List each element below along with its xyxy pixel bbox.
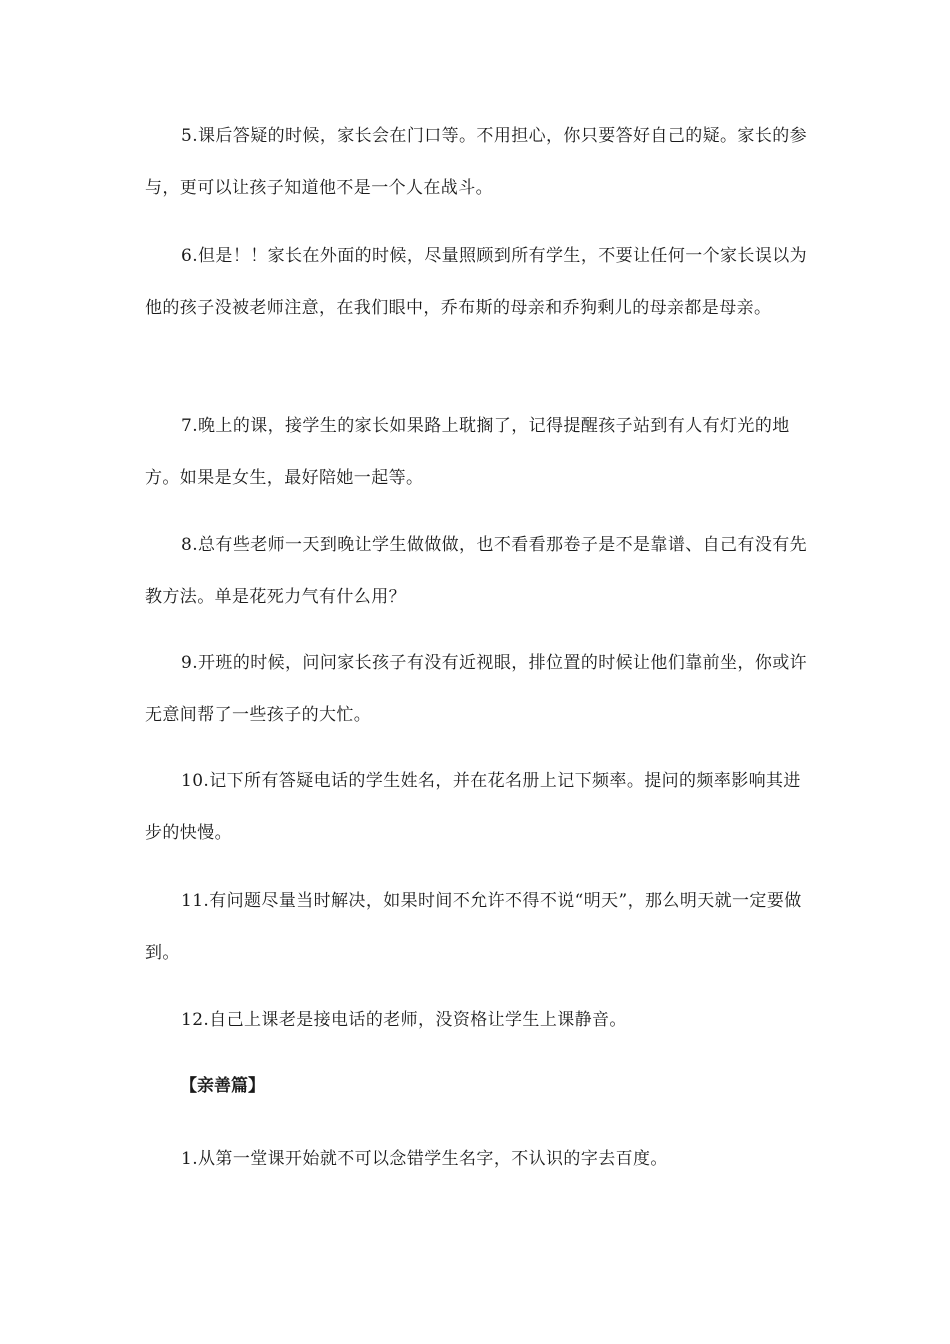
- paragraph-8: 8.总有些老师一天到晚让学生做做做，也不看看那卷子是不是靠谱、自己有没有先教方法。单是花死力气有什么用？: [145, 535, 808, 607]
- paragraph-5: 5.课后答疑的时候，家长会在门口等。不用担心，你只要答好自己的疑。家长的参与，更可以让孩子知道他不是一个人在战斗。: [145, 126, 808, 198]
- paragraph-6: 6.但是！！家长在外面的时候，尽量照顾到所有学生，不要让任何一个家长误以为他的孩子没被老师注意，在我们眼中，乔布斯的母亲和乔狗剩儿的母亲都是母亲。: [145, 246, 808, 318]
- paragraph-10: 10.记下所有答疑电话的学生姓名，并在花名册上记下频率。提问的频率影响其进步的快慢。: [145, 771, 801, 843]
- paragraph-11: 11.有问题尽量当时解决，如果时间不允许不得不说“明天”，那么明天就一定要做到。: [145, 891, 802, 963]
- section-item-1: 1.从第一堂课开始就不可以念错学生名字，不认识的字去百度。: [181, 1149, 668, 1169]
- paragraph-12: 12.自己上课老是接电话的老师，没资格让学生上课静音。: [181, 1010, 627, 1030]
- section-heading: 【亲善篇】: [180, 1076, 265, 1096]
- paragraph-7: 7.晚上的课，接学生的家长如果路上耽搁了，记得提醒孩子站到有人有灯光的地方。如果是女生，最好陪她一起等。: [145, 416, 790, 488]
- paragraph-9: 9.开班的时候，问问家长孩子有没有近视眼，排位置的时候让他们靠前坐，你或许无意间帮了一些孩子的大忙。: [145, 653, 808, 725]
